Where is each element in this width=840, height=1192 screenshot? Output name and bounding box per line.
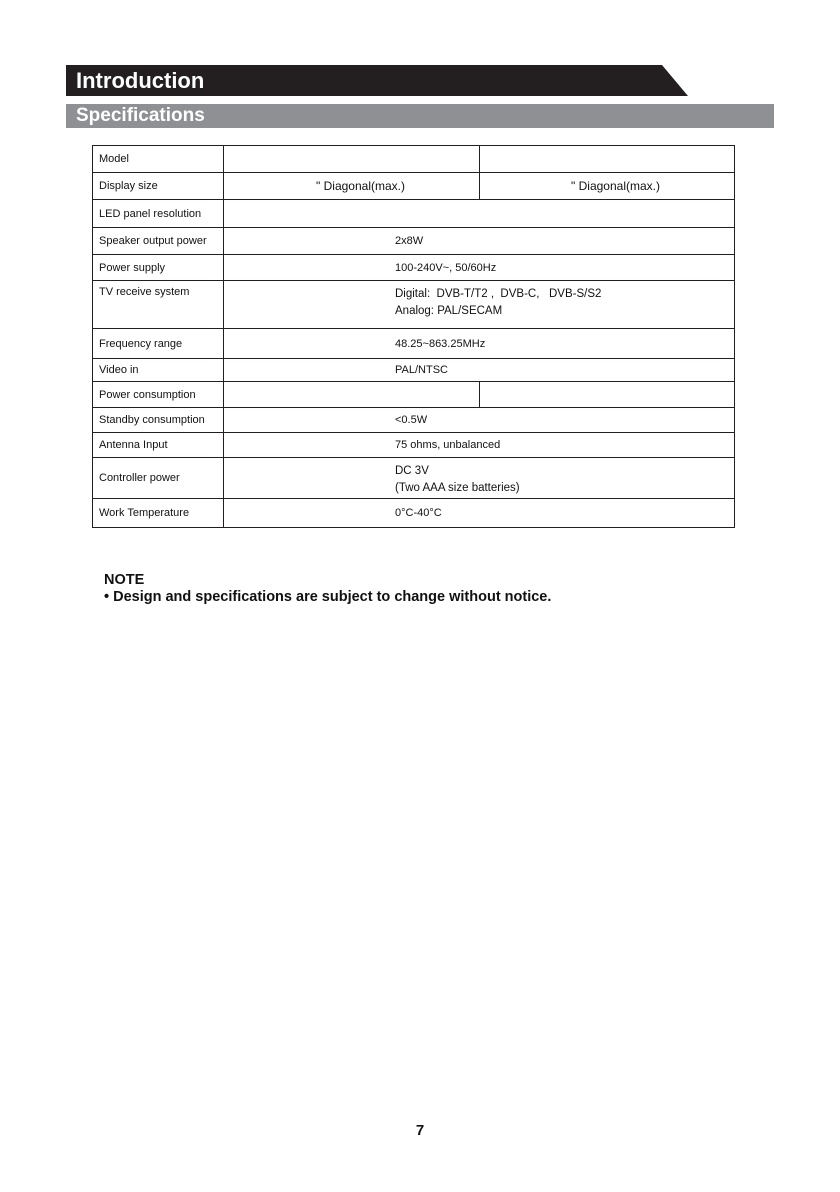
row-label: Video in (93, 359, 224, 382)
table-row (93, 173, 735, 200)
table-row (93, 329, 735, 359)
table-row (93, 458, 735, 499)
specifications-table (92, 145, 735, 528)
row-value: 48.25~863.25MHz (224, 329, 735, 359)
table-row (93, 499, 735, 528)
row-value: " Diagonal(max.) (224, 173, 480, 200)
table-row (93, 433, 735, 458)
section-title: Introduction (76, 68, 205, 93)
row-label: Work Temperature (93, 499, 224, 528)
note-text: • Design and specifications are subject to change without notice. (104, 589, 552, 605)
row-label: TV receive system (93, 281, 224, 329)
page-number: 7 (415, 1122, 425, 1139)
row-value: " Diagonal(max.) (480, 173, 735, 200)
row-value (224, 200, 735, 228)
row-value (480, 382, 735, 408)
row-value: 75 ohms, unbalanced (224, 433, 735, 458)
row-value-line: (Two AAA size batteries) (395, 482, 520, 494)
note-title: NOTE (104, 572, 145, 588)
row-value-line: Analog: PAL/SECAM (395, 305, 503, 317)
row-label: Display size (93, 173, 224, 200)
row-value: 0°C-40°C (224, 499, 735, 528)
row-value: PAL/NTSC (224, 359, 735, 382)
subsection-title: Specifications (76, 105, 205, 126)
row-value (224, 382, 480, 408)
table-row (93, 200, 735, 228)
table-row (93, 382, 735, 408)
table-row (93, 146, 735, 173)
row-label: Frequency range (93, 329, 224, 359)
row-label: Power supply (93, 255, 224, 281)
row-value (224, 458, 735, 499)
row-label: Model (93, 146, 224, 173)
row-value-line: Digital: DVB-T/T2 , DVB-C, DVB-S/S2 (395, 288, 602, 300)
row-value-line: DC 3V (395, 465, 429, 477)
row-value (224, 146, 480, 173)
row-label: LED panel resolution (93, 200, 224, 228)
row-value: 100-240V~, 50/60Hz (224, 255, 735, 281)
table-row (93, 359, 735, 382)
row-label: Speaker output power (93, 228, 224, 255)
row-label: Antenna Input (93, 433, 224, 458)
table-row (93, 281, 735, 329)
row-value (480, 146, 735, 173)
row-label: Controller power (93, 458, 224, 499)
row-label: Power consumption (93, 382, 224, 408)
table-row (93, 228, 735, 255)
row-value (224, 281, 735, 329)
note-block (104, 572, 551, 606)
row-value: <0.5W (224, 408, 735, 433)
row-label: Standby consumption (93, 408, 224, 433)
table-row (93, 408, 735, 433)
table-row (93, 255, 735, 281)
row-value: 2x8W (224, 228, 735, 255)
